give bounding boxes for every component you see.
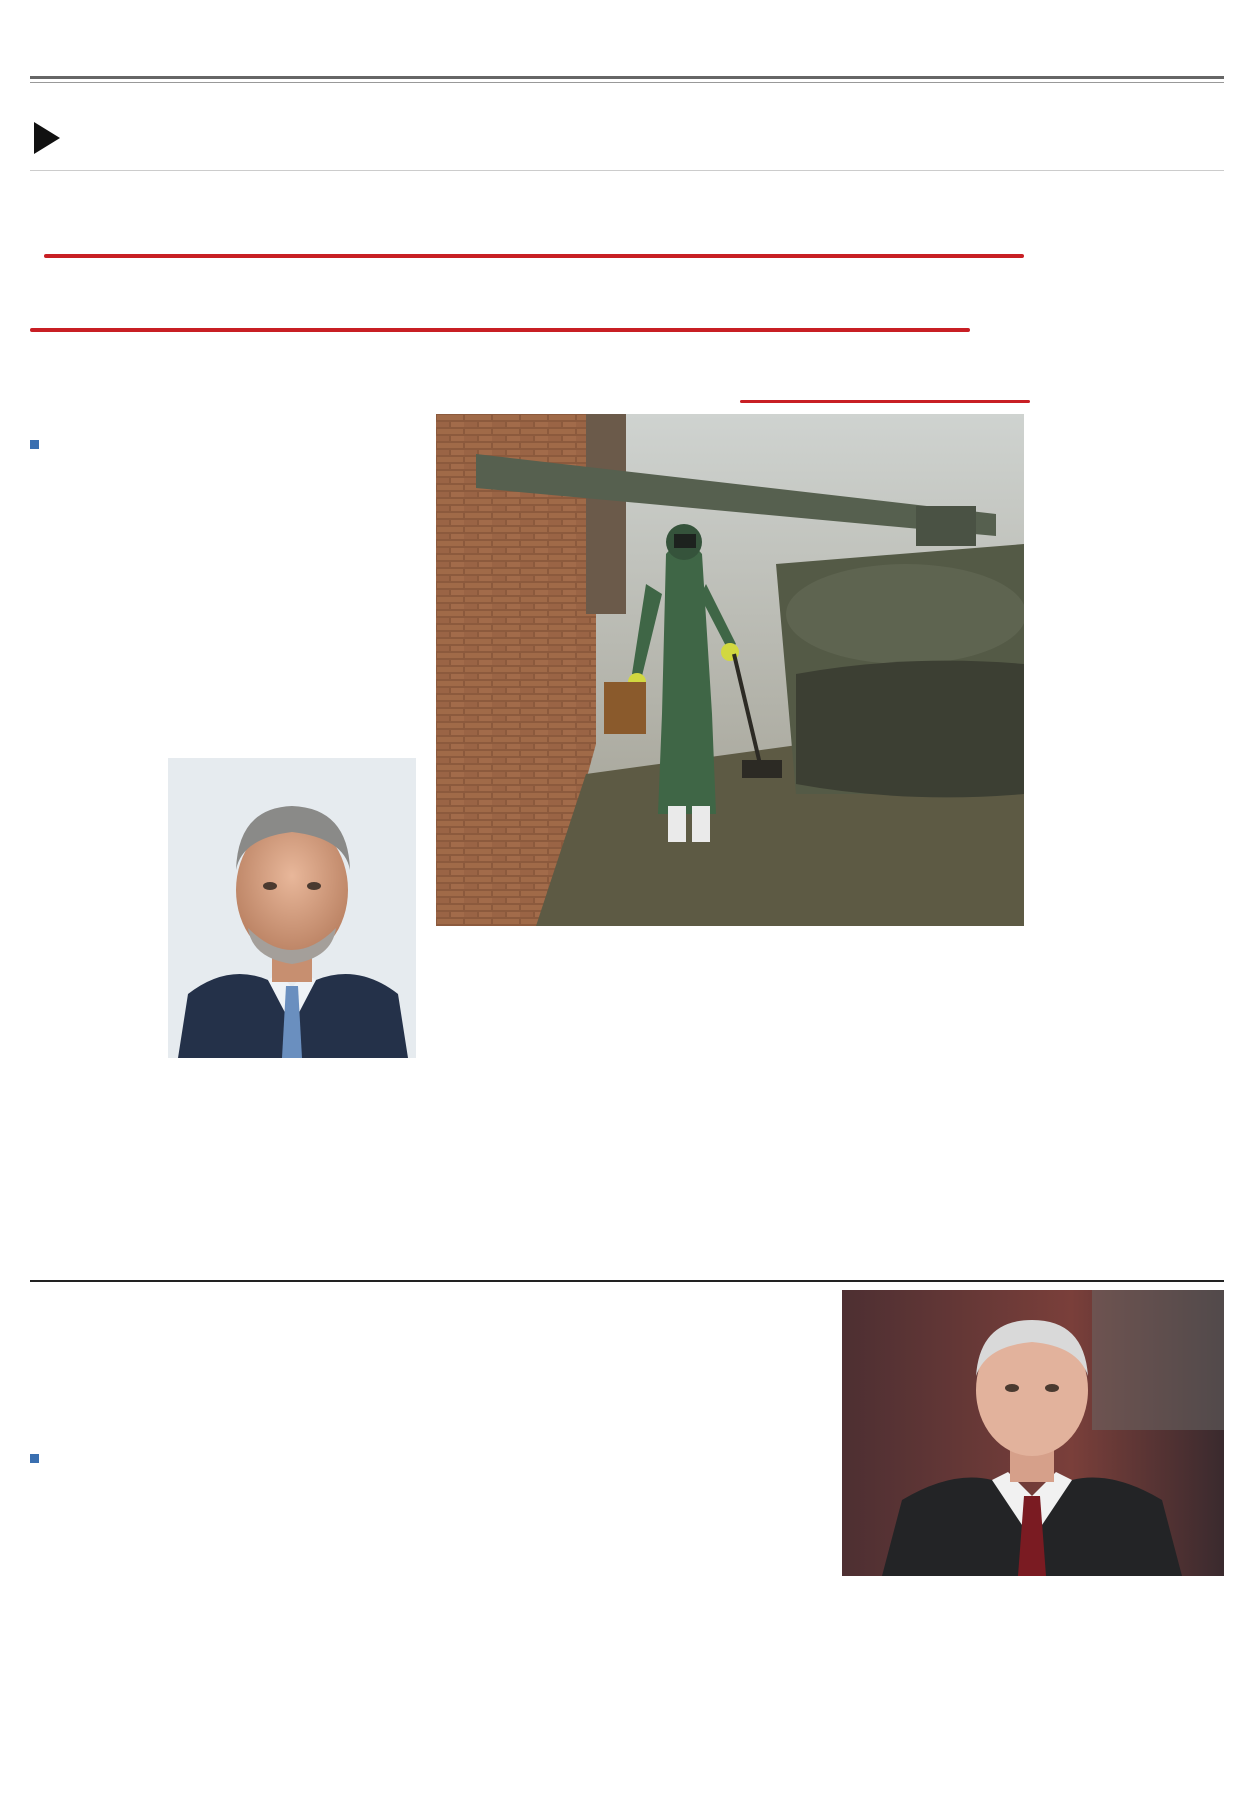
article2-column-3 (434, 1428, 620, 1782)
article2-column-6 (1040, 1612, 1224, 1782)
masthead-rule (30, 76, 1224, 79)
article1-column-2 (234, 414, 416, 758)
deck-underline (740, 400, 1030, 403)
portrait-illustration (168, 758, 416, 1058)
article2-column-2 (232, 1428, 418, 1782)
portrait-photo (168, 758, 416, 1058)
paragraph-marker-icon (30, 1454, 39, 1463)
paragraph-marker-icon (30, 440, 39, 449)
article1-column-1 (30, 438, 222, 758)
article1-column-6 (1040, 192, 1224, 1252)
second-photo-illustration (842, 1290, 1224, 1576)
article1-column-4 (638, 956, 824, 1264)
article2-column-4 (636, 1428, 822, 1782)
headline-underline-1 (44, 254, 1024, 258)
second-photo (842, 1290, 1224, 1576)
main-photo (436, 414, 1024, 926)
article2-column-5 (842, 1612, 1026, 1782)
main-photo-illustration (436, 414, 1024, 926)
masthead-rule-thin (30, 82, 1224, 83)
kicker-arrow-icon (34, 122, 60, 154)
article2-column-1 (30, 1452, 216, 1782)
article1-column-5 (840, 956, 1024, 1264)
kicker-rule (30, 170, 1224, 171)
article1-column-1-wrap (30, 758, 168, 1058)
section-divider (30, 1280, 1224, 1282)
article1-column-3 (436, 1080, 622, 1264)
headline-underline-2 (30, 328, 970, 332)
article1-column-2-continued (234, 1066, 416, 1266)
